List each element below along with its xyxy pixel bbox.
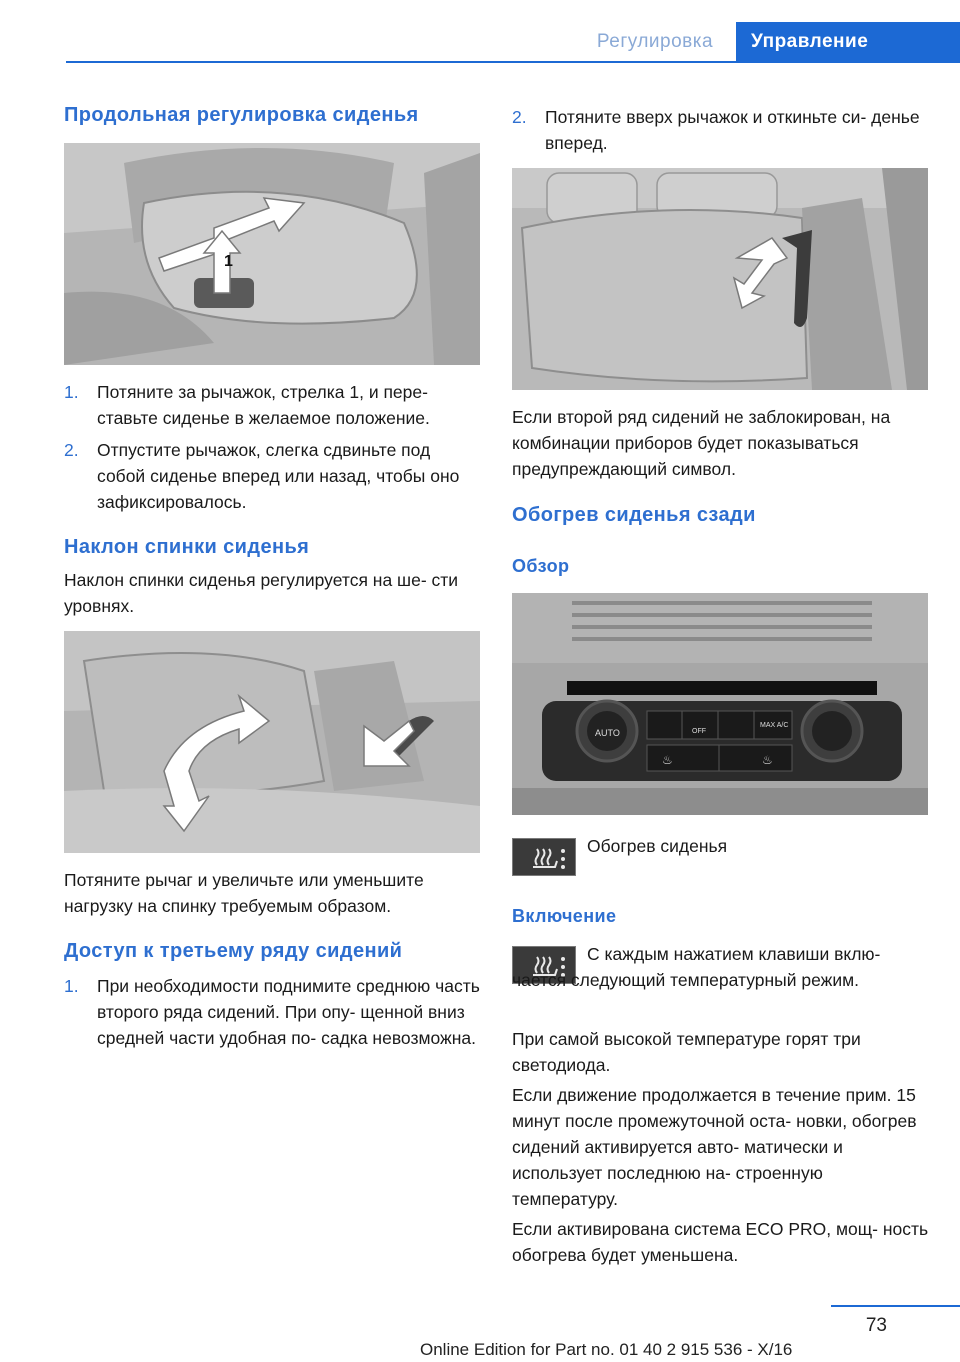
header-rule	[66, 61, 960, 63]
panel-off-label: OFF	[692, 728, 706, 735]
figure-arrow-label: 1	[224, 253, 233, 270]
footer-rule	[831, 1305, 960, 1307]
list-text: При необходимости поднимите среднюю часть второго ряда сидений. При опу‐ щенной вниз средней части удобная по‐ садка невозможна.	[97, 976, 480, 1048]
heading-overview: Обзор	[512, 556, 570, 576]
heading-backrest-tilt: Наклон спинки сиденья	[64, 536, 310, 558]
figure-seat-longitudinal	[64, 143, 480, 365]
icon-caption-seat-heating: Обогрев сиденья	[587, 836, 728, 856]
paragraph-heating-levels: С каждым нажатием клавиши вклю‐ чается следующий температурный режим.	[512, 944, 881, 990]
page-number: 73	[865, 1315, 887, 1336]
list-number: 2.	[64, 440, 79, 460]
paragraph-backrest-instruction: Потяните рычаг и увеличьте или уменьшите нагрузку на спинку требуемым образом.	[64, 870, 424, 916]
list-number: 2.	[512, 107, 527, 127]
panel-auto-label: AUTO	[595, 728, 620, 738]
list-number: 1.	[64, 382, 79, 402]
seat-heating-button-icon	[512, 838, 576, 876]
figure-seat-fold	[512, 168, 928, 390]
page-header	[0, 0, 960, 62]
tab-upravlenie[interactable]: Управление	[736, 22, 960, 62]
heading-seat-longitudinal: Продольная регулировка сиденья	[64, 104, 419, 126]
edition-text: Online Edition for Part no. 01 40 2 915 536 - X/16	[420, 1340, 793, 1359]
paragraph-unlocked-warning: Если второй ряд сидений не заблокирован, на комбинации приборов будет показываться предупреждающий символ.	[512, 407, 891, 479]
heading-switch-on: Включение	[512, 906, 617, 926]
paragraph-eco-pro: Если активирована система ECO PRO, мощ‐ ность обогрева будет уменьшена.	[512, 1219, 929, 1265]
list-text: Отпустите рычажок, слегка сдвиньте под собой сиденье вперед или назад, чтобы оно зафиксировалось.	[97, 440, 460, 512]
figure-rear-climate-panel	[512, 593, 928, 815]
figure-backrest-tilt	[64, 631, 480, 853]
heading-third-row-access: Доступ к третьему ряду сидений	[64, 940, 403, 962]
list-number: 1.	[64, 976, 79, 996]
paragraph-three-leds: При самой высокой температуре горят три светодиода.	[512, 1029, 861, 1075]
heading-rear-seat-heating: Обогрев сиденья сзади	[512, 504, 756, 526]
paragraph-backrest-levels: Наклон спинки сиденья регулируется на ше‐ сти уровнях.	[64, 570, 459, 616]
list-text: Потяните вверх рычажок и откиньте си‐ денье вперед.	[545, 107, 920, 153]
paragraph-auto-activation: Если движение продолжается в течение прим. 15 минут после промежуточной оста‐ новки, обогрев сидений активируется авто‐ матически и использует последнюю на‐ строенную температуру.	[512, 1085, 917, 1209]
list-text: Потяните за рычажок, стрелка 1, и пере‐ ставьте сиденье в желаемое положение.	[97, 382, 430, 428]
svg-text:♨: ♨	[762, 753, 773, 767]
svg-text:♨: ♨	[662, 753, 673, 767]
tab-regulirovka[interactable]: Регулировка	[596, 31, 714, 52]
panel-max-label: MAX A/C	[760, 722, 789, 729]
